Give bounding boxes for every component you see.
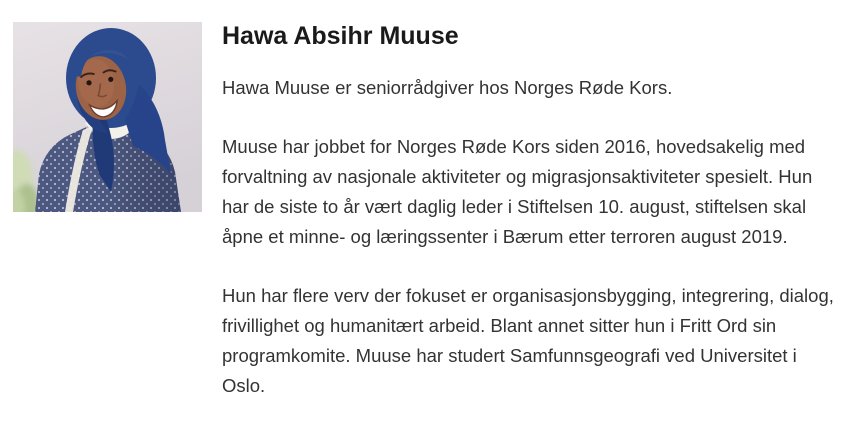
profile-name-heading: Hawa Absihr Muuse — [222, 22, 459, 50]
bio-text-column — [222, 20, 844, 401]
profile-photo — [13, 22, 202, 212]
portrait-illustration — [13, 22, 202, 212]
bio-paragraph: Muuse har jobbet for Norges Røde Kors siden 2016, hovedsakelig med forvaltning av nasjonale aktiviteter og migrasjonsaktiviteter spesielt. Hun har de siste to år vært daglig leder i Stiftelsen 10. august, stiftelsen skal åpne et minne- og læringssenter i Bærum etter terroren august 2019. — [222, 136, 813, 247]
bio-paragraph: Hun har flere verv der fokuset er organisasjonsbygging, integrering, dialog, frivillighet og humanitært arbeid. Blant annet sitter hun i Fritt Ord sin programkomite. Muuse har studert Samfunnsgeografi ved Universitet i Oslo. — [222, 285, 834, 396]
bio-paragraph: Hawa Muuse er seniorrådgiver hos Norges Røde Kors. — [222, 77, 673, 98]
